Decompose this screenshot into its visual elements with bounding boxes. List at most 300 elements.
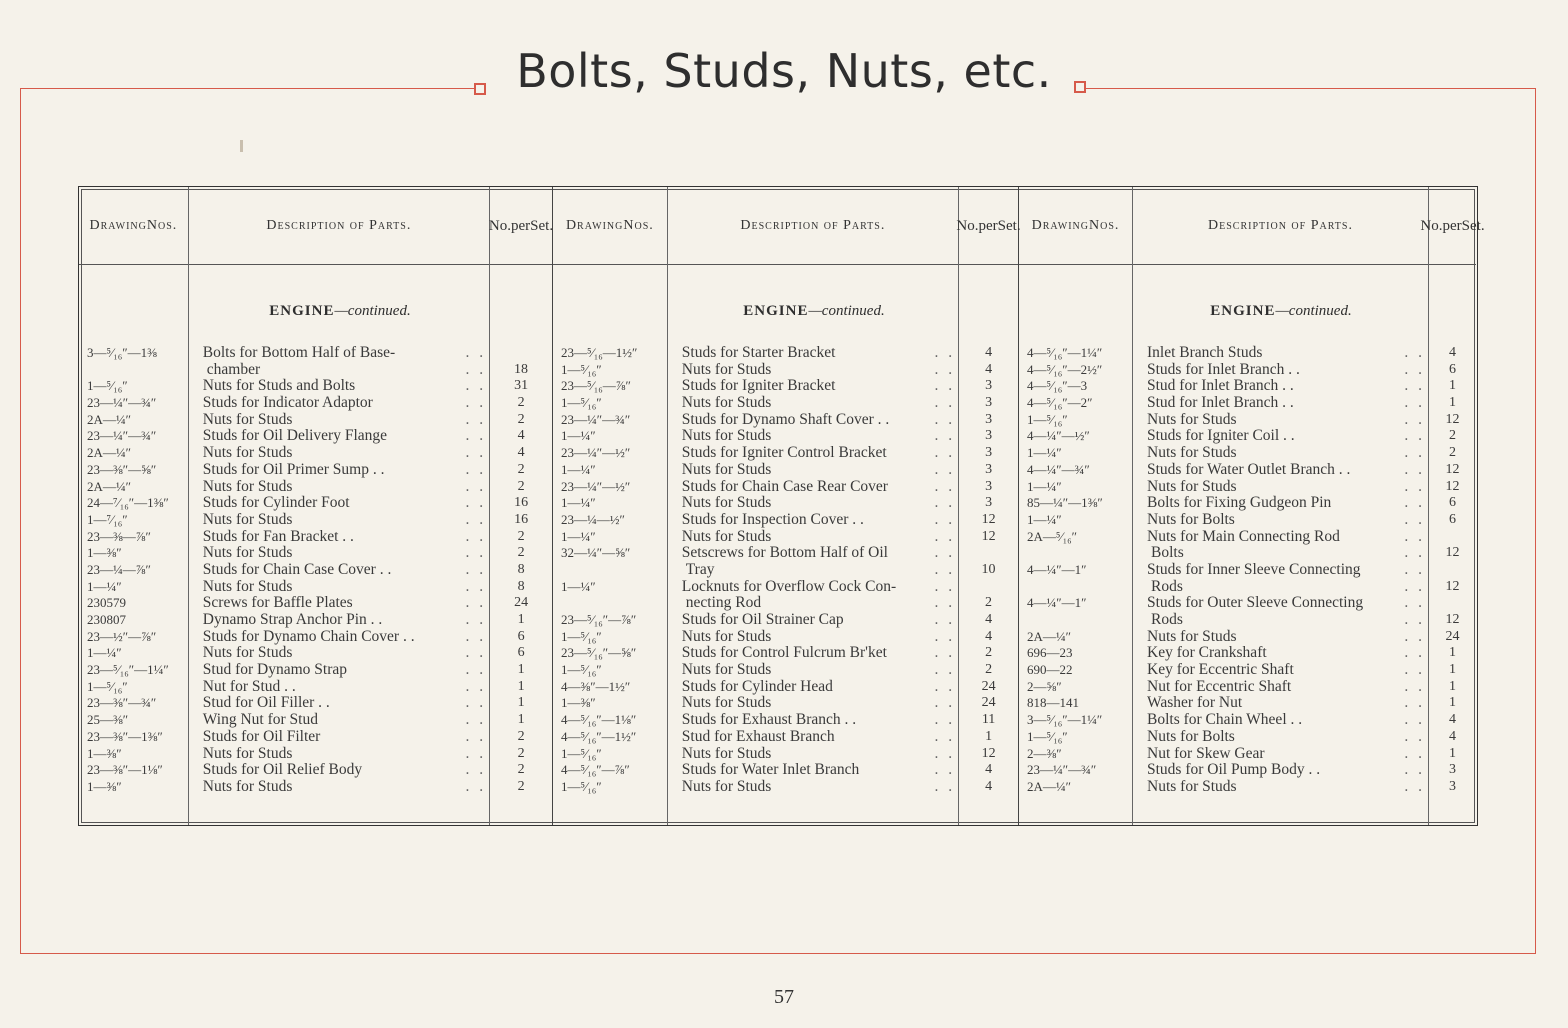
part-description <box>668 679 959 696</box>
part-description <box>668 529 959 546</box>
drawing-number: 23—⅜″—1⅜″ <box>87 728 163 744</box>
quantity-per-set: 1 <box>1449 695 1456 711</box>
table-row <box>553 629 1018 646</box>
quantity-per-set: 3 <box>985 478 993 494</box>
leader-dots: . . <box>465 428 487 445</box>
quantity-per-set: 24 <box>1445 628 1460 644</box>
drawing-number: 1—⁵⁄₁₆″ <box>87 378 128 394</box>
table-row <box>79 378 552 395</box>
part-description <box>189 595 490 612</box>
table-row <box>553 362 1018 379</box>
quantity-per-set: 12 <box>981 745 996 761</box>
quantity-per-set: 12 <box>1445 545 1460 561</box>
drawing-number: 4—¼″—¾″ <box>1027 461 1090 477</box>
part-description <box>1133 428 1429 445</box>
part-description <box>668 779 959 796</box>
part-description <box>1133 562 1429 579</box>
leader-dots: . . <box>934 662 956 679</box>
drawing-number: 690—22 <box>1027 662 1073 678</box>
drawing-number: 1—⁵⁄₁₆″ <box>561 745 602 761</box>
drawing-number: 818—141 <box>1027 695 1079 711</box>
table-row <box>553 479 1018 496</box>
drawing-number: 4—⁵⁄₁₆″—2″ <box>1027 395 1093 411</box>
no-per-set-header-line: No. <box>956 217 979 234</box>
quantity-per-set: 1 <box>1449 662 1456 678</box>
part-description-text: Studs for Oil Pump Body . . <box>1147 762 1321 779</box>
leader-dots: . . <box>934 528 956 545</box>
drawing-number: 23—⅜—⅞″ <box>87 528 151 544</box>
table-row <box>79 345 552 362</box>
part-description-text: Nuts for Studs <box>681 695 772 712</box>
leader-dots: . . <box>934 578 956 595</box>
part-description <box>668 545 959 562</box>
quantity-per-set: 2 <box>1449 445 1456 461</box>
leader-dots: . . <box>1404 445 1425 462</box>
part-description-text: Nuts for Studs <box>681 428 772 445</box>
part-description-text: Nuts for Studs <box>202 511 293 528</box>
part-description <box>1133 595 1429 612</box>
part-description-text: Nuts for Studs <box>1147 478 1237 495</box>
leader-dots: . . <box>465 745 487 762</box>
leader-dots: . . <box>465 595 487 612</box>
part-description-text: Rods <box>1151 612 1183 628</box>
leader-dots: . . <box>465 778 487 795</box>
part-description-text: Studs for Dynamo Shaft Cover . . <box>681 411 890 428</box>
table-row <box>1019 579 1476 596</box>
leader-dots: . . <box>1404 612 1425 628</box>
leader-dots: . . <box>1404 678 1425 695</box>
leader-dots: . . <box>934 378 956 395</box>
drawing-nos-header-line: Nos. <box>1089 217 1120 233</box>
part-description-text: Nut for Skew Gear <box>1147 745 1265 762</box>
part-description <box>1133 462 1429 479</box>
part-description <box>1133 695 1429 712</box>
table-row <box>79 479 552 496</box>
table-section-1 <box>79 187 553 825</box>
leader-dots: . . <box>1404 561 1425 578</box>
drawing-number: 23—⁵⁄₁₆″—1¼″ <box>87 662 169 678</box>
part-description-text: Nuts for Studs <box>681 495 772 512</box>
no-per-set-header-line: No. <box>488 217 512 234</box>
table-row <box>553 545 1018 562</box>
part-description <box>668 345 959 362</box>
quantity-per-set: 6 <box>1449 495 1456 511</box>
quantity-per-set: 2 <box>517 461 525 477</box>
table-row <box>79 729 552 746</box>
part-description-text: Nuts for Studs <box>681 628 772 645</box>
drawing-number: 2A—¼″ <box>87 478 132 494</box>
part-description <box>189 378 490 395</box>
part-description <box>1133 412 1429 429</box>
part-description-text: Nuts for Studs <box>202 645 293 662</box>
table-row <box>79 445 552 462</box>
part-description <box>189 395 490 412</box>
page-title: Bolts, Studs, Nuts, etc. <box>516 44 1052 98</box>
drawing-number: 23—⁵⁄₁₆″—⅝″ <box>561 645 637 661</box>
part-description <box>1133 479 1429 496</box>
table-row <box>553 345 1018 362</box>
part-description-text: Nuts for Bolts <box>1147 728 1235 745</box>
quantity-per-set: 11 <box>981 712 996 728</box>
part-description-text: Tray <box>685 561 715 578</box>
drawing-number: 23—¼″—¾″ <box>561 411 631 427</box>
table-row <box>1019 612 1476 629</box>
part-description <box>189 479 490 496</box>
part-description <box>189 579 490 596</box>
part-description <box>189 762 490 779</box>
table-row <box>79 412 552 429</box>
drawing-number: 23—½″—⅞″ <box>87 628 157 644</box>
table-rows <box>553 345 1018 796</box>
quantity-per-set: 12 <box>1445 578 1460 594</box>
quantity-per-set: 1 <box>1449 395 1456 411</box>
quantity-per-set: 3 <box>985 461 993 477</box>
drawing-number: 23—¼—½″ <box>561 511 625 527</box>
table-row <box>553 428 1018 445</box>
section-heading <box>668 303 960 320</box>
leader-dots: . . <box>934 361 956 378</box>
part-description-text: Nuts for Studs and Bolts <box>202 378 356 395</box>
part-description-text: Studs for Starter Bracket <box>681 345 836 361</box>
table-row <box>553 779 1018 796</box>
quantity-per-set: 24 <box>514 595 529 611</box>
table-row <box>1019 662 1476 679</box>
part-description <box>668 629 959 646</box>
section-heading <box>1133 303 1429 320</box>
drawing-number: 1—¼″ <box>561 528 596 544</box>
quantity-per-set: 1 <box>517 612 525 627</box>
leader-dots: . . <box>1404 461 1425 478</box>
table-row <box>79 562 552 579</box>
drawing-number: 4—¼″—½″ <box>1027 428 1090 444</box>
table-row <box>553 729 1018 746</box>
table-row <box>1019 529 1476 546</box>
part-description <box>1133 579 1429 596</box>
leader-dots: . . <box>934 762 956 779</box>
leader-dots: . . <box>465 561 487 578</box>
table-row <box>553 529 1018 546</box>
drawing-number: 2A—¼″ <box>87 445 132 461</box>
quantity-per-set: 3 <box>985 428 993 444</box>
part-description <box>668 762 959 779</box>
leader-dots: . . <box>1404 628 1425 645</box>
part-description-text: Studs for Igniter Control Bracket <box>681 445 887 462</box>
quantity-per-set: 8 <box>517 561 525 577</box>
table-row <box>1019 462 1476 479</box>
quantity-per-set: 1 <box>985 728 993 744</box>
part-description-text: Nuts for Studs <box>681 662 772 679</box>
drawing-nos-header-line: Nos. <box>623 217 654 233</box>
section-heading <box>189 303 491 320</box>
leader-dots: . . <box>1404 411 1425 428</box>
no-per-set-header <box>1420 187 1485 265</box>
leader-dots: . . <box>465 495 487 512</box>
quantity-per-set: 4 <box>985 612 993 627</box>
description-header: Description of Parts. <box>189 187 489 265</box>
drawing-number: 2A—⁵⁄₁₆″ <box>1027 528 1078 544</box>
part-description <box>1133 345 1429 362</box>
part-description-text: Nuts for Studs <box>1147 445 1237 462</box>
drawing-number: 4—⁵⁄₁₆″—1¼″ <box>1027 345 1103 360</box>
quantity-per-set: 1 <box>1449 745 1456 761</box>
part-description-text: Stud for Inlet Branch . . <box>1147 395 1294 412</box>
part-description <box>189 695 490 712</box>
leader-dots: . . <box>1404 511 1425 528</box>
part-description-text: Nuts for Studs <box>681 361 772 378</box>
drawing-number: 1—⁵⁄₁₆″ <box>1027 728 1068 744</box>
drawing-number <box>553 595 668 612</box>
table-row <box>79 679 552 696</box>
no-per-set-header-line: Set. <box>530 217 554 234</box>
table-row <box>79 662 552 679</box>
leader-dots: . . <box>1404 645 1425 662</box>
quantity-per-set: 2 <box>517 728 525 744</box>
part-description-text: Nuts for Studs <box>202 745 293 762</box>
leader-dots: . . <box>465 578 487 595</box>
table-row <box>79 746 552 763</box>
table-row <box>79 629 552 646</box>
drawing-number: 2A—¼″ <box>87 411 132 427</box>
part-description <box>1133 746 1429 763</box>
part-description-text: Studs for Oil Relief Body <box>202 762 363 779</box>
part-description <box>1133 529 1429 546</box>
drawing-number: 1—⁵⁄₁₆″ <box>561 778 602 794</box>
table-row <box>1019 362 1476 379</box>
table-row <box>79 428 552 445</box>
quantity-per-set: 2 <box>517 762 525 778</box>
table-rows <box>79 345 552 796</box>
part-description <box>1133 512 1429 529</box>
part-description-text: Nuts for Studs <box>681 395 772 412</box>
quantity-per-set: 3 <box>985 395 993 411</box>
no-per-set-header-line: per <box>978 217 998 234</box>
table-row <box>1019 595 1476 612</box>
part-description <box>668 512 959 529</box>
part-description <box>668 462 959 479</box>
part-description-text: Studs for Igniter Bracket <box>681 378 836 395</box>
drawing-number: 4—⁵⁄₁₆″—2½″ <box>1027 361 1103 377</box>
quantity-per-set <box>959 579 1018 596</box>
quantity-per-set: 6 <box>1449 511 1456 527</box>
quantity-per-set: 1 <box>517 695 525 711</box>
table-row <box>1019 762 1476 779</box>
leader-dots: . . <box>934 745 956 762</box>
leader-dots: . . <box>934 778 956 795</box>
part-description <box>668 495 959 512</box>
leader-dots: . . <box>934 428 956 445</box>
part-description-text: Nuts for Studs <box>202 778 293 795</box>
part-description-text: Dynamo Strap Anchor Pin . . <box>202 612 383 628</box>
drawing-number: 1—¼″ <box>561 428 596 444</box>
table-row <box>553 412 1018 429</box>
quantity-per-set: 16 <box>514 511 529 527</box>
part-description-text: Studs for Indicator Adaptor <box>202 395 373 412</box>
table-row <box>1019 562 1476 579</box>
description-header: Description of Parts. <box>1133 187 1428 265</box>
part-description <box>668 612 959 629</box>
drawing-number: 32—¼″—⅝″ <box>561 545 631 561</box>
quantity-per-set: 2 <box>985 645 993 661</box>
parts-table <box>78 186 1485 826</box>
drawing-number <box>1019 579 1133 596</box>
drawing-nos-header-line: Drawing <box>89 217 147 233</box>
table-row <box>553 762 1018 779</box>
quantity-per-set: 1 <box>517 662 525 678</box>
part-description-text: Nuts for Studs <box>681 778 772 795</box>
table-row <box>553 462 1018 479</box>
section-heading-italic: —continued. <box>334 303 411 319</box>
part-description <box>1133 729 1429 746</box>
table-row <box>553 662 1018 679</box>
part-description <box>1133 395 1429 412</box>
table-row <box>1019 445 1476 462</box>
drawing-nos-header-line: Nos. <box>146 217 178 233</box>
table-row <box>1019 712 1476 729</box>
part-description-text: Studs for Exhaust Branch . . <box>681 712 857 729</box>
table-row <box>79 529 552 546</box>
part-description-text: Nuts for Studs <box>681 461 772 478</box>
section-heading-bold: ENGINE <box>269 303 335 319</box>
leader-dots: . . <box>934 461 956 478</box>
quantity-per-set: 4 <box>985 345 993 360</box>
quantity-per-set <box>490 345 552 362</box>
part-description-text: Studs for Outer Sleeve Connecting <box>1147 595 1364 612</box>
part-description <box>189 746 490 763</box>
part-description-text: Studs for Water Outlet Branch . . <box>1147 461 1351 478</box>
drawing-number: 23—¼″—½″ <box>561 478 631 494</box>
leader-dots: . . <box>465 345 487 361</box>
table-row <box>553 445 1018 462</box>
quantity-per-set: 4 <box>1449 728 1456 744</box>
drawing-number: 1—⅜″ <box>87 745 122 761</box>
table-row <box>553 512 1018 529</box>
table-row <box>553 495 1018 512</box>
part-description-text: Studs for Cylinder Head <box>681 678 833 695</box>
quantity-per-set: 12 <box>1445 461 1460 477</box>
no-per-set-header <box>956 187 1021 265</box>
table-row <box>79 495 552 512</box>
leader-dots: . . <box>934 561 956 578</box>
quantity-per-set: 6 <box>517 645 525 661</box>
leader-dots: . . <box>465 361 487 378</box>
quantity-per-set: 24 <box>981 678 996 694</box>
part-description-text: Bolts for Bottom Half of Base- <box>202 345 396 361</box>
table-row <box>1019 729 1476 746</box>
table-row <box>79 362 552 379</box>
page-number: 57 <box>774 986 794 1008</box>
leader-dots: . . <box>465 645 487 662</box>
leader-dots: . . <box>1404 595 1425 612</box>
table-row <box>79 595 552 612</box>
leader-dots: . . <box>934 445 956 462</box>
part-description-text: Studs for Oil Filter <box>202 728 321 745</box>
part-description-text: Nuts for Studs <box>681 528 772 545</box>
drawing-number: 23—⁵⁄₁₆″—⅞″ <box>561 612 637 627</box>
table-row <box>1019 479 1476 496</box>
table-row <box>553 645 1018 662</box>
leader-dots: . . <box>1404 695 1425 712</box>
quantity-per-set: 3 <box>985 378 993 394</box>
no-per-set-header-line: No. <box>1420 217 1443 234</box>
part-description <box>668 395 959 412</box>
drawing-number: 1—¼″ <box>561 578 596 594</box>
part-description <box>189 445 490 462</box>
leader-dots: . . <box>465 395 487 412</box>
leader-dots: . . <box>465 712 487 729</box>
part-description <box>189 362 490 379</box>
drawing-number: 25—⅜″ <box>87 712 129 728</box>
quantity-per-set: 12 <box>1445 478 1460 494</box>
leader-dots: . . <box>1404 395 1425 412</box>
table-row <box>1019 345 1476 362</box>
drawing-number: 23—⅜″—¾″ <box>87 695 157 711</box>
quantity-per-set: 3 <box>1449 778 1456 794</box>
part-description <box>1133 445 1429 462</box>
part-description <box>189 662 490 679</box>
drawing-number: 23—¼″—¾″ <box>87 395 157 411</box>
table-row <box>553 562 1018 579</box>
part-description <box>189 679 490 696</box>
quantity-per-set: 2 <box>517 778 525 794</box>
leader-dots: . . <box>465 728 487 745</box>
leader-dots: . . <box>1404 545 1425 562</box>
part-description <box>1133 762 1429 779</box>
part-description-text: Nuts for Main Connecting Rod <box>1147 528 1340 545</box>
leader-dots: . . <box>1404 728 1425 745</box>
part-description-text: Stud for Inlet Branch . . <box>1147 378 1294 395</box>
drawing-number: 1—⅜″ <box>87 778 122 794</box>
part-description <box>668 428 959 445</box>
drawing-number: 23—¼″—¾″ <box>87 428 157 444</box>
drawing-nos-header <box>1019 187 1132 265</box>
leader-dots: . . <box>1404 495 1425 512</box>
part-description <box>668 645 959 662</box>
part-description <box>189 562 490 579</box>
part-description-text: Locknuts for Overflow Cock Con- <box>681 578 897 595</box>
drawing-number: 4—⁵⁄₁₆″—1½″ <box>561 728 637 744</box>
part-description-text: Studs for Chain Case Cover . . <box>202 561 392 578</box>
table-row <box>553 595 1018 612</box>
drawing-number: 1—⁵⁄₁₆″ <box>87 678 128 694</box>
part-description <box>189 529 490 546</box>
drawing-number: 1—⁵⁄₁₆″ <box>561 662 602 678</box>
no-per-set-header-line: per <box>1442 217 1462 234</box>
quantity-per-set: 4 <box>517 445 525 461</box>
part-description <box>189 428 490 445</box>
drawing-number: 3—⁵⁄₁₆″—1⅜ <box>87 345 157 360</box>
part-description-text: Washer for Nut <box>1147 695 1243 712</box>
part-description-text: Studs for Oil Delivery Flange <box>202 428 388 445</box>
leader-dots: . . <box>465 612 487 628</box>
part-description-text: Studs for Oil Primer Sump . . <box>202 461 385 478</box>
table-section-3 <box>1019 187 1485 825</box>
part-description <box>668 729 959 746</box>
leader-dots: . . <box>1404 662 1425 679</box>
leader-dots: . . <box>1404 378 1425 395</box>
leader-dots: . . <box>465 411 487 428</box>
part-description-text: Studs for Inner Sleeve Connecting <box>1147 561 1361 578</box>
drawing-number: 4—⁵⁄₁₆″—⅞″ <box>561 762 630 778</box>
part-description <box>189 462 490 479</box>
quantity-per-set: 2 <box>517 528 525 544</box>
part-description-text: Nuts for Studs <box>202 578 293 595</box>
leader-dots: . . <box>934 495 956 512</box>
table-row <box>79 762 552 779</box>
drawing-number: 1—⁵⁄₁₆″ <box>561 395 602 411</box>
drawing-number: 4—¼″—1″ <box>1027 595 1087 611</box>
part-description-text: Studs for Chain Case Rear Cover <box>681 478 888 495</box>
quantity-per-set: 3 <box>985 445 993 461</box>
